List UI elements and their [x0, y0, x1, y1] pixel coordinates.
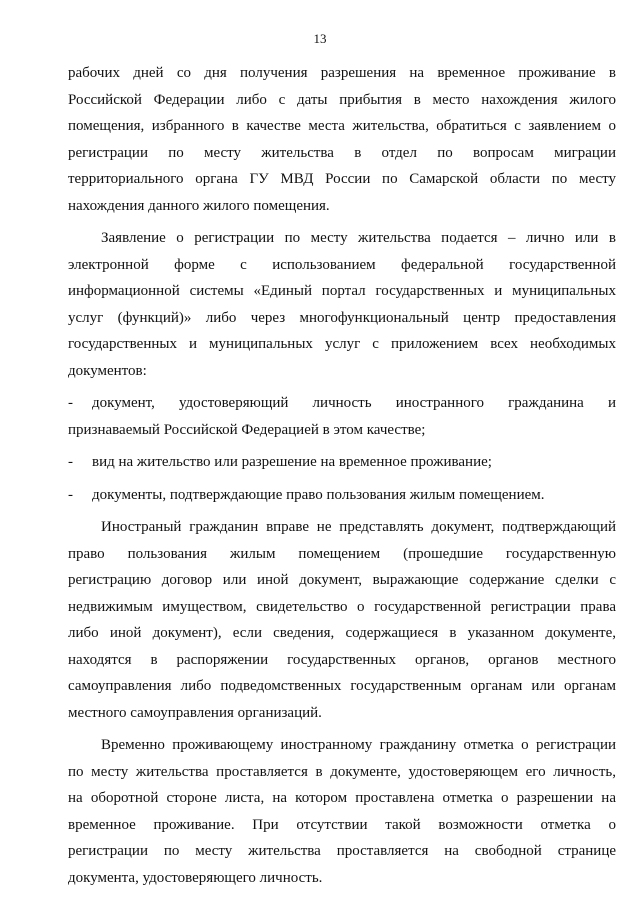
- text-line: самоуправления либо подведомственных государственным органам или органам: [68, 678, 616, 694]
- text-line: по месту жительства проставляется в документе, удостоверяющем его личность,: [68, 763, 616, 780]
- text-line: регистрацию договор или иной документ, выражающие содержание сделки с: [68, 572, 616, 588]
- text-line: документа, удостоверяющего личность.: [68, 869, 323, 886]
- text-line: услуг (функций)» либо через многофункциональный центр предоставления: [68, 309, 616, 326]
- text-line: временное проживание. При отсутствии такой возможности отметка о: [68, 816, 616, 833]
- text-line: признаваемый Российской Федерацией в этом качестве;: [68, 421, 426, 438]
- paragraph-foreign-citizen-right: [68, 514, 616, 726]
- page-number: 13: [313, 31, 327, 46]
- text-line: Иностраный гражданин вправе не представлять документ, подтверждающий: [101, 519, 616, 535]
- text-line: территориального органа ГУ МВД России по Самарской области по месту: [68, 171, 616, 187]
- text-line: регистрации по месту жительства проставляется на свободной странице: [68, 843, 616, 859]
- paragraph-deadline: [68, 60, 616, 219]
- bullet-text: вид на жительство или разрешение на временное проживание;: [92, 454, 492, 470]
- bullet-text: документ, удостоверяющий личность иностранного гражданина и: [92, 395, 616, 411]
- text-line: электронной форме с использованием федеральной государственной: [68, 256, 616, 273]
- bullet-item-housing-documents: [68, 482, 616, 509]
- text-line: местного самоуправления организаций.: [68, 704, 322, 721]
- bullet-first-line: [68, 390, 616, 417]
- bullet-item-residence-permit: [68, 449, 616, 476]
- bullet-dash: -: [68, 395, 73, 411]
- bullet-text: документы, подтверждающие право пользования жилым помещением.: [92, 486, 545, 503]
- text-line: нахождения данного жилого помещения.: [68, 197, 330, 214]
- paragraph-registration-mark: [68, 732, 616, 891]
- paragraph-application: [68, 225, 616, 384]
- text-line: недвижимым имуществом, свидетельство о государственной регистрации права: [68, 598, 616, 615]
- text-line: рабочих дней со дня получения разрешения на временное проживание в: [68, 65, 616, 81]
- bullet-item-identity-document: [68, 390, 616, 443]
- text-line: находятся в распоряжении государственных органов, органов местного: [68, 651, 616, 668]
- text-line: Временно проживающему иностранному гражданину отметка о регистрации: [101, 737, 616, 753]
- text-line: регистрации по месту жительства в отдел по вопросам миграции: [68, 144, 616, 161]
- bullet-dash: -: [68, 486, 73, 503]
- text-line: помещения, избранного в качестве места жительства, обратиться с заявлением о: [68, 118, 616, 134]
- text-line: Заявление о регистрации по месту жительства подается – лично или в: [101, 230, 616, 246]
- text-line: документов:: [68, 362, 147, 379]
- bullet-dash: -: [68, 454, 73, 470]
- text-line: Российской Федерации либо с даты прибытия в место нахождения жилого: [68, 91, 616, 108]
- bullet-first-line: [68, 482, 616, 509]
- text-line: государственных и муниципальных услуг с приложением всех необходимых: [68, 336, 616, 352]
- text-line: либо иной документ), если сведения, содержащиеся в указанном документе,: [68, 625, 616, 641]
- bullet-first-line: [68, 449, 616, 476]
- text-line: информационной системы «Единый портал государственных и муниципальных: [68, 283, 616, 299]
- document-body: [68, 60, 616, 897]
- text-line: на оборотной стороне листа, на котором проставлена отметка о разрешении на: [68, 790, 616, 806]
- text-line: право пользования жилым помещением (прошедшие государственную: [68, 545, 616, 562]
